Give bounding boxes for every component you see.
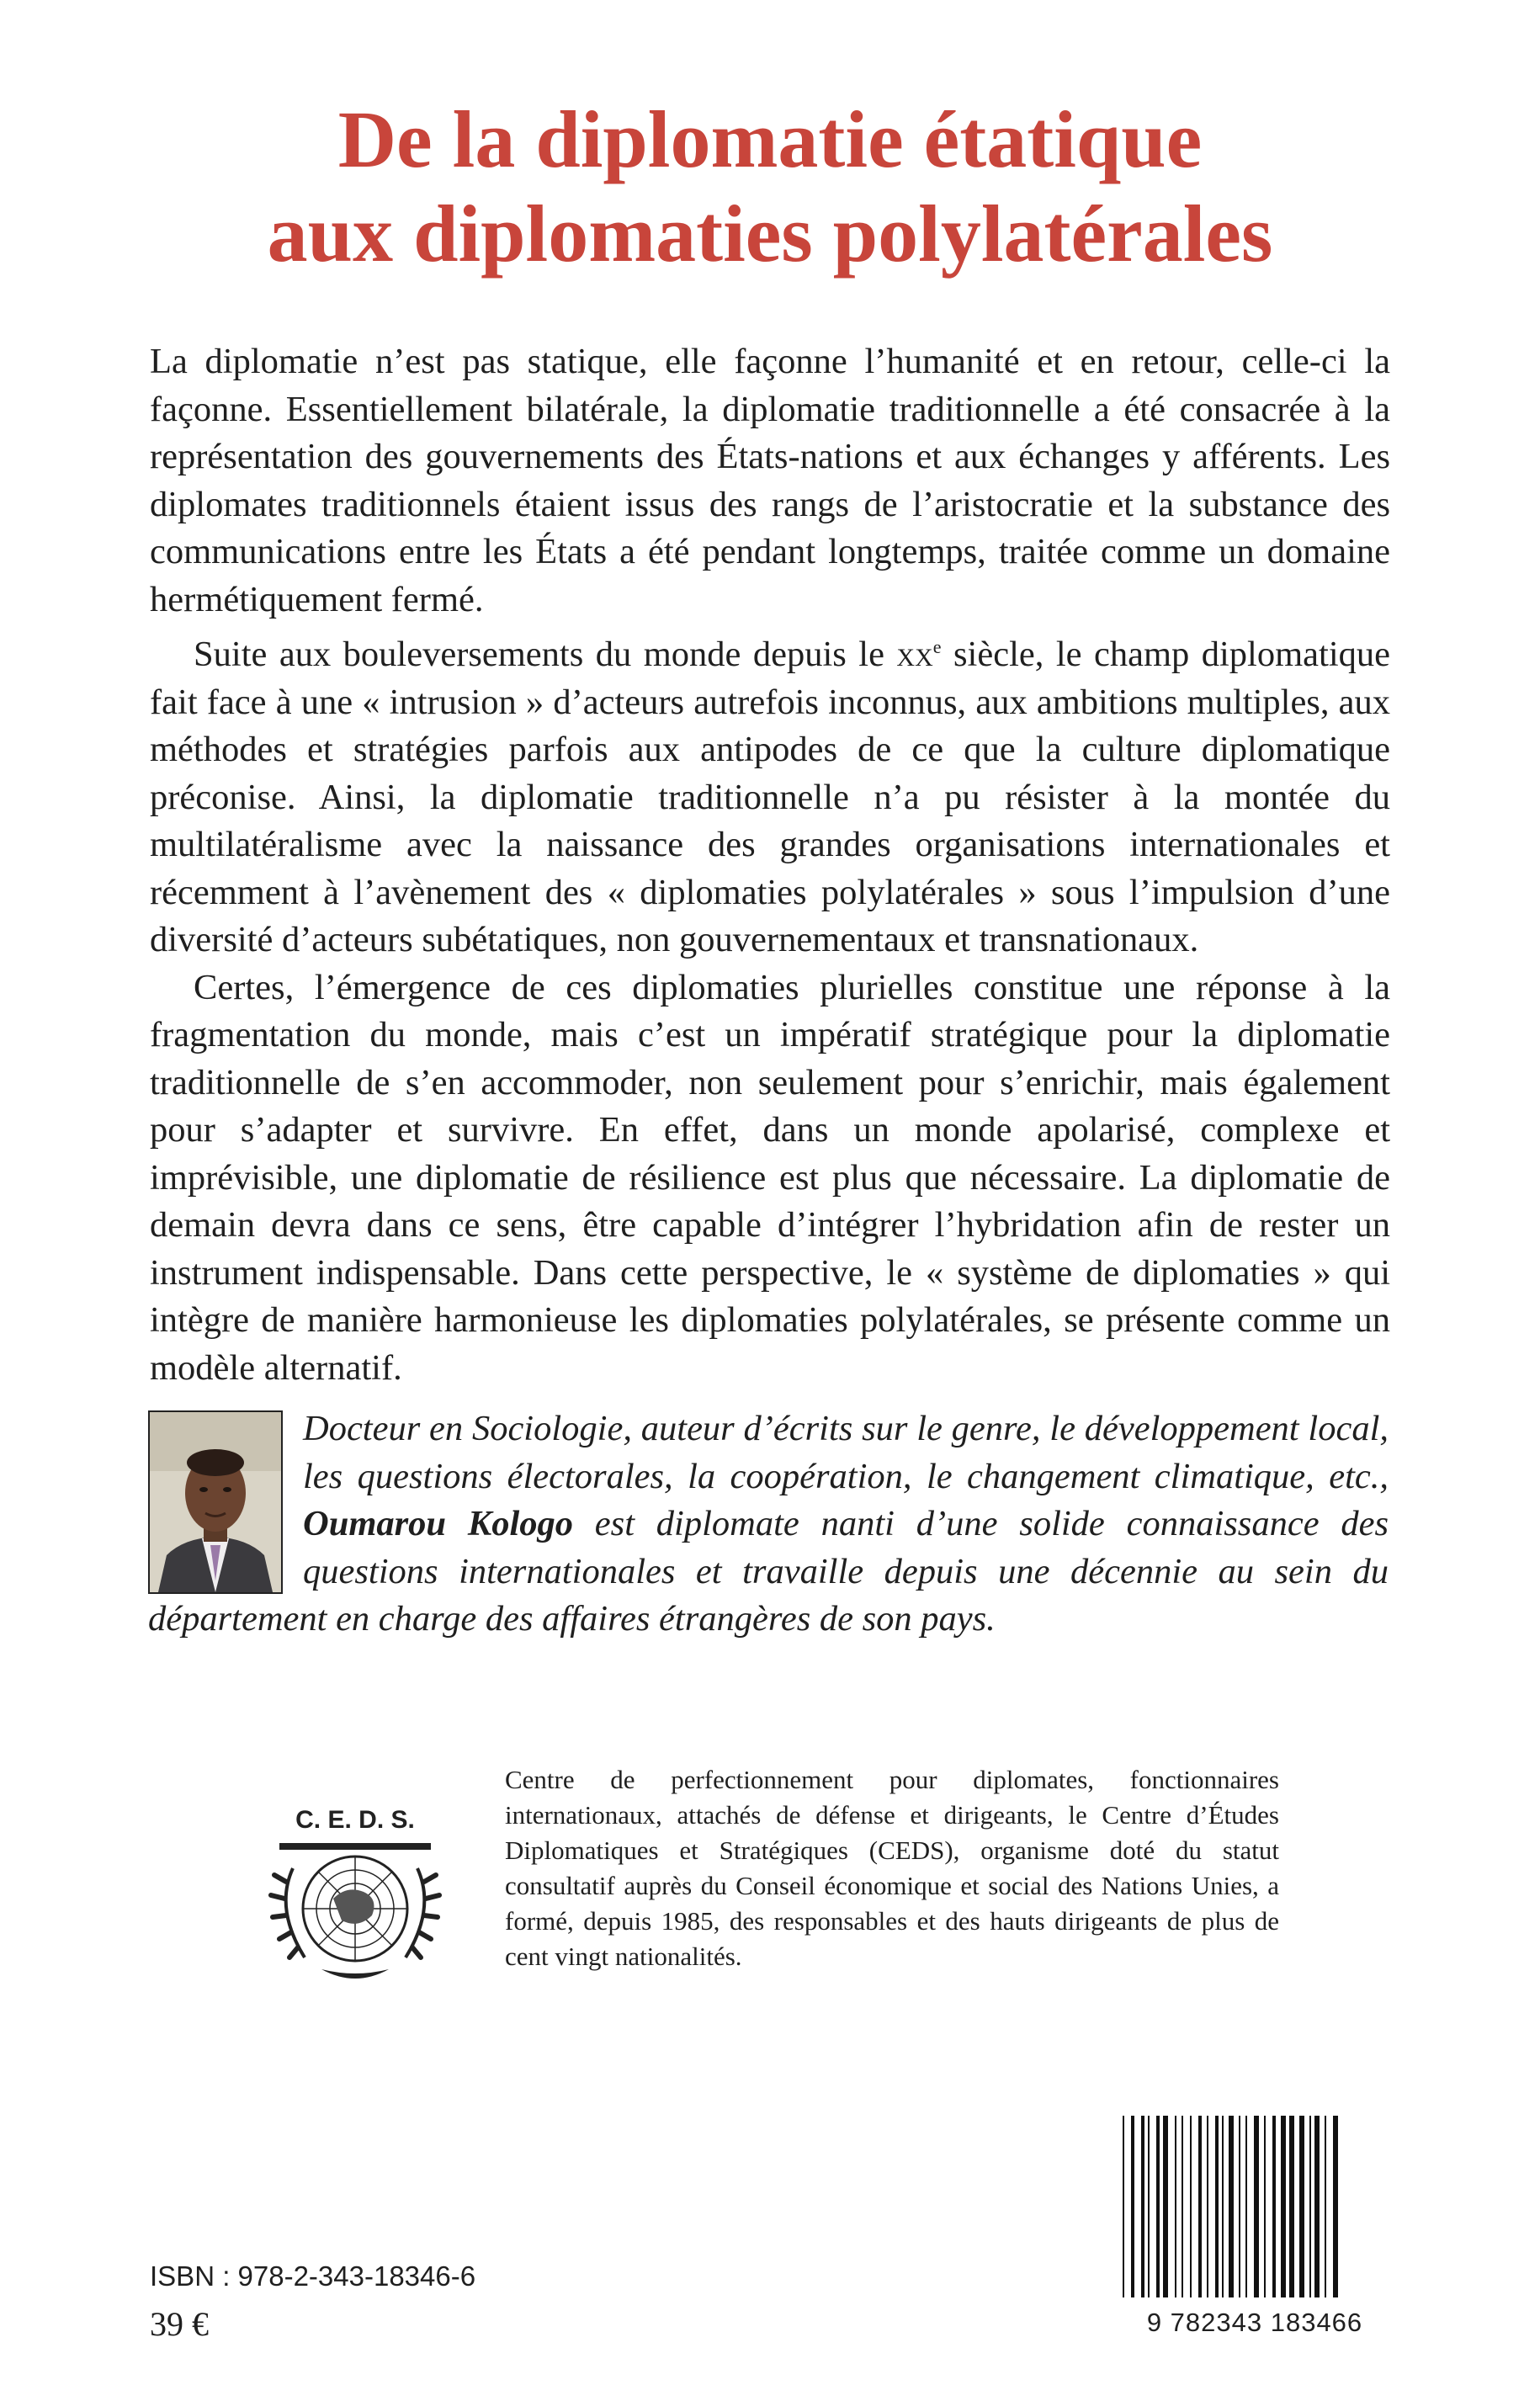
summary-paragraph-3: Certes, l’émergence de ces diplomaties plurielles constitue une réponse à la fragmentation du monde, mais c’est un impératif stratégique pour la diplomatie traditionnelle de s’en accommoder, non seulement pour s’enrichir, mais également pour s’adapter et survivre. En effet, dans un monde apolarisé, complexe et imprévisible, une diplomatie de résilience est plus que nécessaire. La diplomatie de demain devra dans ce sens, être capable d’intégrer l’hybridation afin de rester un instrument indispensable. Dans cette perspective, le « système de diplomaties » qui intègre de manière harmonieuse les diplomaties polylatérales, se présente comme un modèle alternatif. [150,967,1390,1388]
barcode-bar [1148,2116,1150,2297]
century-numeral: xx [896,635,933,675]
barcode-bar [1245,2116,1247,2297]
barcode-bar [1222,2116,1224,2297]
price: 39 € [150,2305,209,2343]
barcode-bar [1239,2116,1240,2297]
barcode-bar [1207,2116,1208,2297]
barcode-digits: 9 782343 183466 [1146,2308,1363,2337]
summary-paragraph-2-end: siècle, le champ diplomatique fait face à une « intrusion » d’acteurs autrefois inconnus, aux ambitions multiples, aux méthodes et stratégies parfois aux antipodes de ce que la culture diplomatique préconise. Ainsi, la diplomatie traditionnelle n’a pu résister à la montée du multilatéralisme avec la naissance des grandes organisations internationales et récemment à l’avènement des « diplomaties polylatérales » sous l’impulsion d’une diversité d’acteurs subétatiques, non gouvernementaux et transnationaux. [150,635,1390,960]
barcode-bar [1131,2116,1134,2297]
barcode-bar [1254,2116,1259,2297]
barcode-bar [1264,2116,1266,2297]
barcode-bar [1198,2116,1202,2297]
barcode-bar [1314,2116,1320,2297]
barcode-bar [1333,2116,1338,2297]
barcode-bar [1156,2116,1160,2297]
author-bio [148,1405,1389,1644]
barcode-bar [1163,2116,1168,2297]
author-bio-end: est diplomate nanti d’une solide connaissance des questions internationales et travaille depuis une décennie au sein du département en charge des affaires étrangères de son pays. [148,1504,1389,1639]
barcode-bar [1289,2116,1294,2297]
summary-paragraph-1: La diplomatie n’est pas statique, elle façonne l’humanité et en retour, celle-ci la façonne. Essentiellement bilatérale, la diplomatie traditionnelle a été consacrée à la représentation des gouvernements des États-nations et aux échanges y afférents. Les diplomates traditionnels étaient issus des rangs de l’aristocratie et la substance des communications entre les États a été pendant longtemps, traitée comme un domaine hermétiquement fermé. [150,342,1390,619]
summary-paragraph-2-start: Suite aux bouleversements du monde depuis le [194,635,897,675]
barcode-bars [1114,2111,1395,2304]
barcode-bar [1123,2116,1124,2297]
barcode-bar [1215,2116,1219,2297]
barcode-bar [1229,2116,1234,2297]
barcode-bar [1299,2116,1304,2297]
title-line-2: aux diplomaties polylatérales [267,189,1273,279]
title-line-1: De la diplomatie étatique [337,94,1203,184]
book-title [0,93,1540,281]
ceds-description: Centre de perfectionnement pour diplomates, fonctionnaires internationaux, attachés de défense et dirigeants, le Centre d’Études Diplomatiques et Stratégiques (CEDS), organisme doté du statut consultatif auprès du Conseil économique et social des Nations Unies, a formé, depuis 1985, des responsables et des hauts dirigeants de plus de cent vingt nationalités. [505,1765,1279,1971]
isbn: ISBN : 978-2-343-18346-6 [150,2260,476,2292]
barcode-bar [1175,2116,1176,2297]
summary-paragraph-2 [150,624,1390,964]
barcode-bar [1182,2116,1183,2297]
ceds-logo [246,1798,465,1991]
barcode-bar [1272,2116,1276,2297]
barcode-bar [1190,2116,1192,2297]
ceds-logo-letters: C. E. D. S. [295,1806,415,1834]
back-cover-summary [150,338,1390,1392]
author-name: Oumarou Kologo [303,1504,574,1543]
author-bio-start: Docteur en Sociologie, auteur d’écrits sur le genre, le développement local, les questions électorales, la coopération, le changement climatique, etc., [303,1409,1389,1496]
century-superscript: e [932,636,942,657]
barcode-bar [1325,2116,1326,2297]
barcode-bar [1309,2116,1311,2297]
barcode-bar [1281,2116,1286,2297]
barcode-bar [1141,2116,1144,2297]
